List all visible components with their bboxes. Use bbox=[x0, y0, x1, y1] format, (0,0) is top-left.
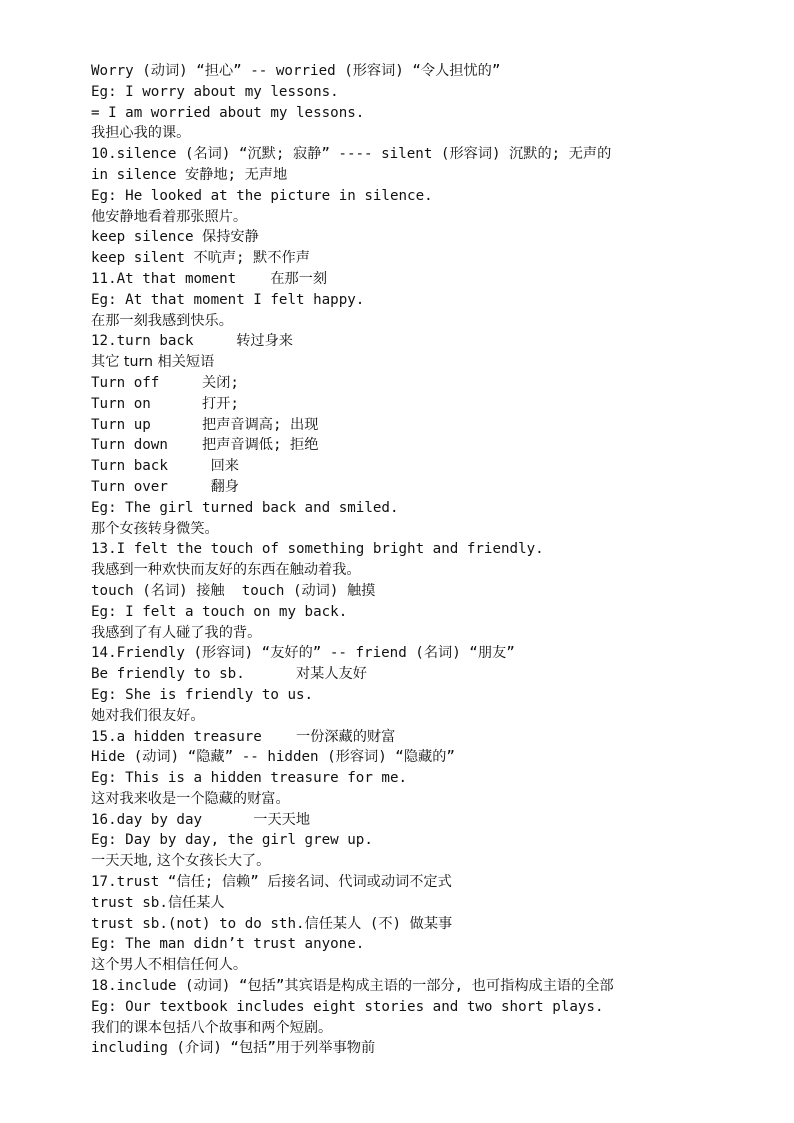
text-line: 10.silence (名词) “沉默; 寂静” ---- silent (形容词) 沉默的; 无声的 bbox=[91, 146, 612, 163]
text-line: Eg: She is friendly to us. bbox=[91, 686, 314, 703]
text-line: 他安静地看着那张照片。 bbox=[91, 208, 248, 225]
text-line: keep silent 不吭声; 默不作声 bbox=[91, 250, 310, 267]
text-line: 我们的课本包括八个故事和两个短剧。 bbox=[91, 1019, 333, 1036]
text-line: 我感到了有人碰了我的背。 bbox=[91, 624, 262, 641]
text-line: Eg: I felt a touch on my back. bbox=[91, 603, 348, 620]
text-line: Eg: At that moment I felt happy. bbox=[91, 291, 365, 308]
text-line: 12.turn back 转过身来 bbox=[91, 333, 293, 350]
document-body bbox=[91, 61, 731, 1059]
text-line: Eg: I worry about my lessons. bbox=[91, 83, 339, 100]
text-line: Eg: The man didn’t trust anyone. bbox=[91, 936, 365, 953]
text-line: 15.a hidden treasure 一份深藏的财富 bbox=[91, 728, 396, 745]
text-line: Eg: The girl turned back and smiled. bbox=[91, 499, 399, 516]
text-line: 这对我来收是一个隐藏的财富。 bbox=[91, 790, 290, 807]
text-line: 她对我们很友好。 bbox=[91, 707, 205, 724]
text-line: Turn on 打开; bbox=[91, 395, 239, 412]
text-line: including (介词) “包括”用于列举事物前 bbox=[91, 1040, 376, 1057]
text-line: Eg: Day by day, the girl grew up. bbox=[91, 832, 373, 849]
text-line: Turn over 翻身 bbox=[91, 478, 239, 495]
text-line: Be friendly to sb. 对某人友好 bbox=[91, 666, 367, 683]
text-lines bbox=[91, 61, 731, 1059]
text-line: 那个女孩转身微笑。 bbox=[91, 520, 219, 537]
text-line: Worry (动词) “担心” -- worried (形容词) “令人担忧的” bbox=[91, 63, 501, 79]
text-line: 14.Friendly (形容词) “友好的” -- friend (名词) “朋友” bbox=[91, 645, 515, 662]
text-line: 我担心我的课。 bbox=[91, 125, 191, 142]
text-line: Hide (动词) “隐藏” -- hidden (形容词) “隐藏的” bbox=[91, 749, 455, 766]
text-line: 其它 turn 相关短语 bbox=[91, 354, 215, 371]
text-line: keep silence 保持安静 bbox=[91, 229, 259, 246]
text-line: 13.I felt the touch of something bright and friendly. bbox=[91, 541, 544, 558]
text-line: Turn up 把声音调高; 出现 bbox=[91, 416, 319, 433]
text-line: Eg: This is a hidden treasure for me. bbox=[91, 770, 408, 787]
text-line: Eg: Our textbook includes eight stories and two short plays. bbox=[91, 998, 604, 1015]
text-line: 11.At that moment 在那一刻 bbox=[91, 270, 328, 287]
text-line: 16.day by day 一天天地 bbox=[91, 811, 311, 828]
text-line: in silence 安静地; 无声地 bbox=[91, 166, 288, 183]
text-line: trust sb.(not) to do sth.信任某人 (不) 做某事 bbox=[91, 915, 453, 932]
text-line: 在那一刻我感到快乐。 bbox=[91, 312, 233, 329]
text-line: 17.trust “信任; 信赖” 后接名词、代词或动词不定式 bbox=[91, 874, 452, 891]
text-line: Turn off 关闭; bbox=[91, 374, 239, 391]
text-line: 18.include (动词) “包括”其宾语是构成主语的一部分, 也可指构成主语的全部 bbox=[91, 978, 614, 995]
text-line: Turn down 把声音调低; 拒绝 bbox=[91, 437, 319, 454]
text-line: touch (名词) 接触 touch (动词) 触摸 bbox=[91, 582, 376, 599]
text-line: 一天天地, 这个女孩长大了。 bbox=[91, 853, 271, 870]
text-line: 这个男人不相信任何人。 bbox=[91, 957, 248, 974]
text-line: = I am worried about my lessons. bbox=[91, 104, 365, 121]
text-line: 我感到一种欢快而友好的东西在触动着我。 bbox=[91, 562, 361, 579]
text-line: trust sb.信任某人 bbox=[91, 894, 225, 911]
text-line: Eg: He looked at the picture in silence. bbox=[91, 187, 433, 204]
text-line: Turn back 回来 bbox=[91, 458, 239, 475]
